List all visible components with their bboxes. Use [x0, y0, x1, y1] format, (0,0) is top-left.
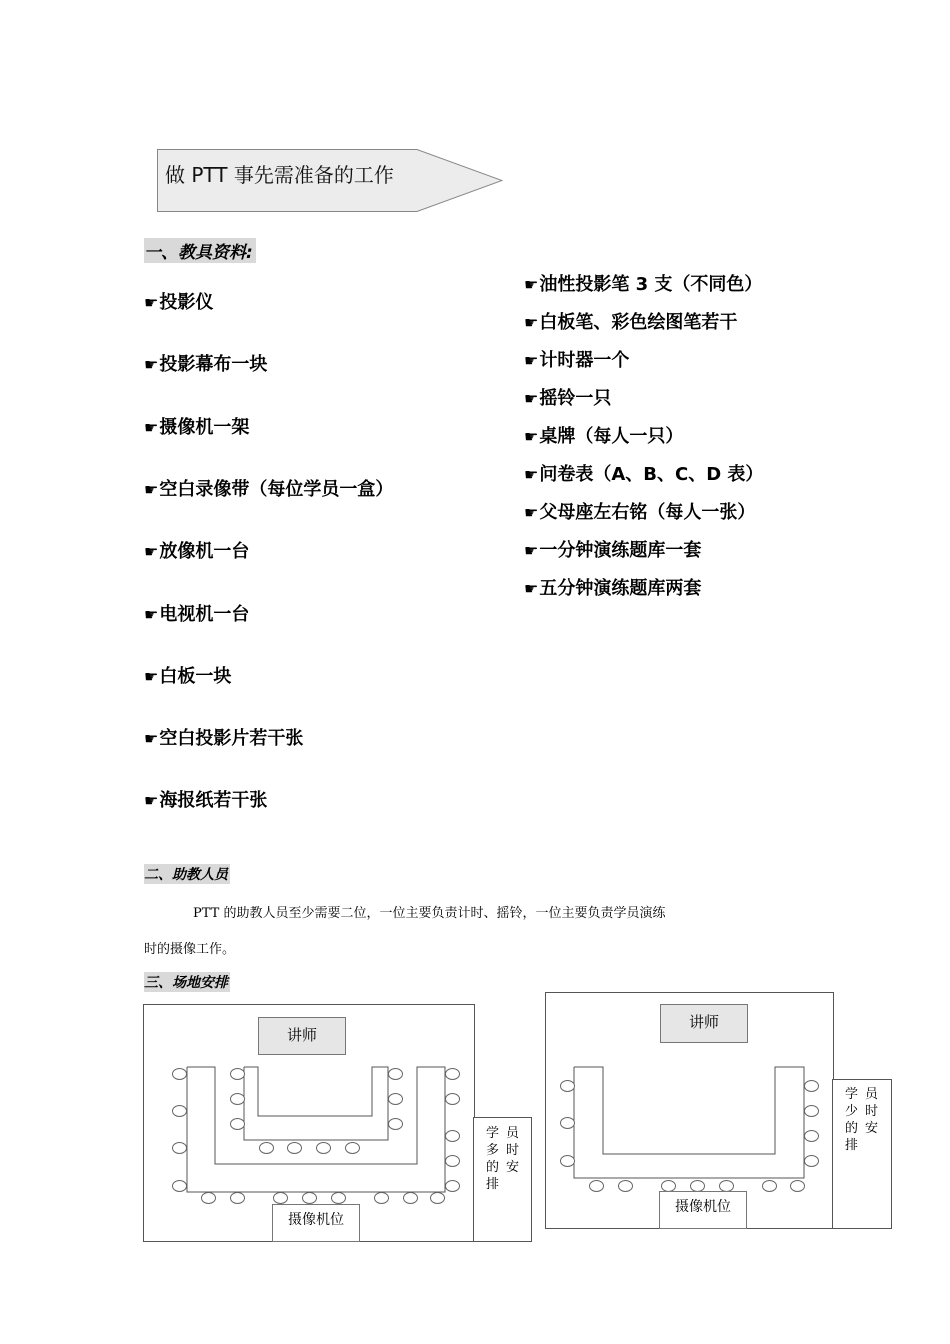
seat-27: [430, 1192, 445, 1204]
seat-13: [445, 1130, 460, 1142]
seat-3: [172, 1142, 187, 1154]
list-item-label: 油性投影笔 3 支（不同色）: [539, 274, 763, 295]
pointing-hand-icon: ☛: [144, 479, 159, 499]
pointing-hand-icon: ☛: [524, 465, 539, 484]
caption-column-2: 员 时 安: [506, 1126, 520, 1175]
material-item-left-3: [144, 413, 249, 439]
pointing-hand-icon: ☛: [144, 791, 159, 811]
list-item-label: 空白录像带（每位学员一盒）: [159, 478, 394, 500]
seat-14: [790, 1180, 805, 1192]
material-item-right-3: [524, 346, 629, 372]
caption-column-1: 学 少 的 排: [845, 1087, 859, 1153]
list-item-label: 问卷表（A、B、C、D 表）: [539, 464, 764, 485]
seat-13: [762, 1180, 777, 1192]
seat-4: [172, 1180, 187, 1192]
page-title: 做 PTT 事先需准备的工作: [165, 163, 394, 187]
section-heading-materials: 一、教具资料:: [144, 238, 256, 263]
pointing-hand-icon: ☛: [144, 293, 159, 312]
seat-8: [589, 1180, 604, 1192]
section-heading-venue: 三、场地安排: [144, 972, 230, 992]
seat-10: [388, 1118, 403, 1130]
lecturer-box: 讲师: [660, 1004, 748, 1043]
seat-6: [230, 1093, 245, 1105]
material-item-right-4: [524, 384, 611, 410]
pointing-hand-icon: ☛: [524, 541, 539, 560]
pointing-hand-icon: ☛: [524, 503, 539, 522]
list-item-label: 电视机一台: [159, 603, 250, 625]
material-item-right-2: [524, 308, 737, 334]
seat-23: [302, 1192, 317, 1204]
pointing-hand-icon: ☛: [144, 666, 159, 686]
seat-3: [560, 1155, 575, 1167]
seat-26: [403, 1192, 418, 1204]
material-item-right-6: [524, 460, 763, 486]
pointing-hand-icon: ☛: [524, 351, 539, 370]
caption-column-2: 员 时 安: [865, 1087, 879, 1136]
caption-box: [832, 1079, 892, 1229]
material-item-left-2: [144, 350, 267, 376]
seat-5: [230, 1068, 245, 1080]
material-item-left-1: [144, 288, 213, 314]
seat-16: [259, 1142, 274, 1154]
seat-9: [388, 1093, 403, 1105]
pointing-hand-icon: ☛: [524, 389, 539, 408]
list-item-label: 一分钟演练题库一套: [539, 540, 702, 561]
material-item-right-7: [524, 498, 755, 524]
seat-11: [445, 1068, 460, 1080]
pointing-hand-icon: ☛: [524, 579, 539, 598]
list-item-label: 白板一块: [159, 665, 232, 687]
list-item-label: 桌牌（每人一只）: [539, 426, 684, 447]
pointing-hand-icon: ☛: [524, 275, 539, 294]
seat-17: [287, 1142, 302, 1154]
pointing-hand-icon: ☛: [144, 542, 159, 562]
material-item-left-6: [144, 600, 249, 626]
material-item-right-8: [524, 536, 701, 562]
list-item-label: 投影仪: [159, 292, 214, 313]
seat-20: [201, 1192, 216, 1204]
pointing-hand-icon: ☛: [144, 355, 159, 375]
seat-7: [230, 1118, 245, 1130]
pointing-hand-icon: ☛: [524, 313, 539, 332]
seat-8: [388, 1068, 403, 1080]
seat-15: [445, 1180, 460, 1192]
pointing-hand-icon: ☛: [144, 604, 159, 624]
seat-2: [560, 1117, 575, 1129]
seat-1: [172, 1068, 187, 1080]
pointing-hand-icon: ☛: [144, 417, 159, 437]
camera-position-box: 摄像机位: [272, 1204, 360, 1242]
list-item-label: 计时器一个: [539, 350, 630, 371]
material-item-right-5: [524, 422, 683, 448]
seat-9: [618, 1180, 633, 1192]
section-heading-assistants: 二、助教人员: [144, 864, 230, 884]
camera-position-box: 摄像机位: [659, 1191, 747, 1229]
list-item-label: 五分钟演练题库两套: [539, 578, 702, 599]
seat-18: [316, 1142, 331, 1154]
seat-1: [560, 1080, 575, 1092]
list-item-label: 放像机一台: [159, 541, 250, 563]
seat-12: [445, 1093, 460, 1105]
outer-u-table: [187, 1067, 445, 1192]
seat-4: [804, 1080, 819, 1092]
seat-21: [230, 1192, 245, 1204]
title-banner: [157, 149, 503, 212]
list-item-label: 父母座左右铭（每人一张）: [539, 502, 756, 523]
material-item-right-1: [524, 270, 762, 296]
seat-5: [804, 1105, 819, 1117]
seat-6: [804, 1130, 819, 1142]
caption-box: [473, 1117, 532, 1242]
lecturer-box: 讲师: [258, 1017, 346, 1055]
seat-25: [374, 1192, 389, 1204]
list-item-label: 空白投影片若干张: [159, 728, 304, 750]
material-item-left-4: [144, 475, 393, 501]
list-item-label: 投影幕布一块: [159, 354, 268, 376]
material-item-left-8: [144, 724, 303, 750]
material-item-left-7: [144, 662, 231, 688]
material-item-left-5: [144, 537, 249, 563]
seat-14: [445, 1155, 460, 1167]
inner-u-table: [244, 1067, 388, 1140]
pointing-hand-icon: ☛: [524, 427, 539, 446]
seat-7: [804, 1155, 819, 1167]
list-item-label: 海报纸若干张: [159, 790, 268, 812]
caption-column-1: 学 多 的 排: [486, 1126, 500, 1192]
assistants-paragraph-line1: PTT 的助教人员至少需要二位，一位主要负责计时、摇铃，一位主要负责学员演练: [193, 906, 666, 921]
list-item-label: 白板笔、彩色绘图笔若干: [539, 312, 738, 333]
material-item-right-9: [524, 574, 701, 600]
seat-2: [172, 1105, 187, 1117]
seat-19: [345, 1142, 360, 1154]
list-item-label: 摄像机一架: [159, 416, 250, 438]
material-item-left-9: [144, 786, 267, 812]
pointing-hand-icon: ☛: [144, 729, 159, 749]
single-u-table: [574, 1067, 804, 1178]
seat-22: [273, 1192, 288, 1204]
assistants-paragraph-line2: 时的摄像工作。: [144, 942, 236, 957]
list-item-label: 摇铃一只: [539, 388, 612, 409]
seat-24: [331, 1192, 346, 1204]
